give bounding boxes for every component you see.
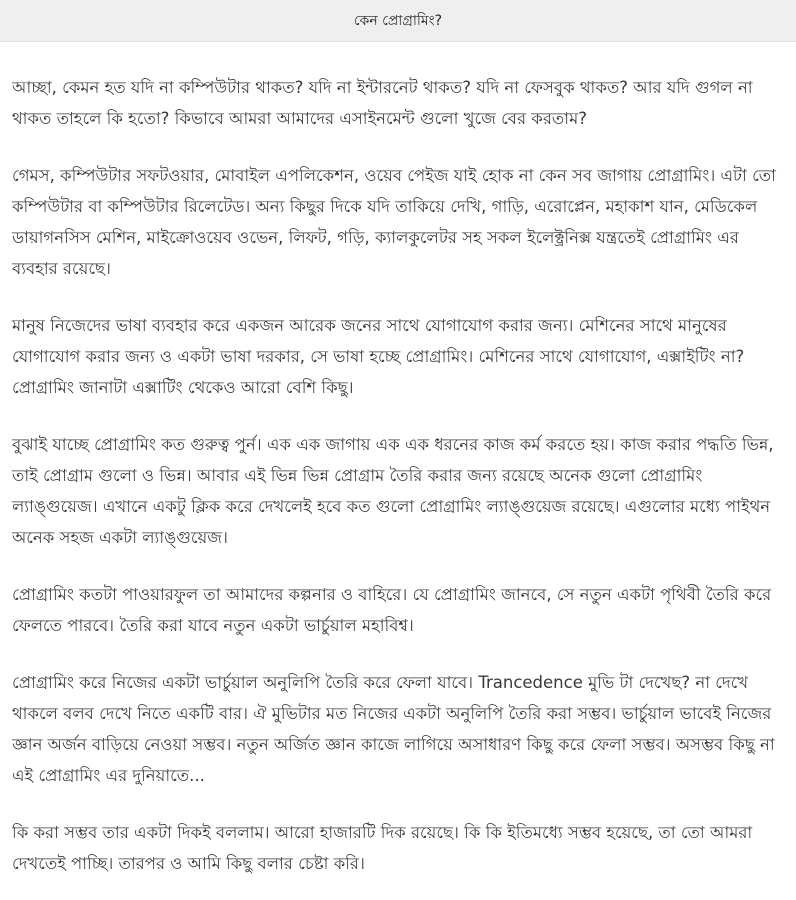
article-paragraph: আচ্ছা, কেমন হত যদি না কম্পিউটার থাকত? যদি না ইন্টারনেট থাকত? যদি না ফেসবুক থাকত? আর যদি গুগল না থাকত তাহলে কি হতো? কিভাবে আমরা আমাদের এসাইনমেন্ট গুলো খুজে বের করতাম?	[12, 78, 753, 128]
article-paragraph: মানুষ নিজেদের ভাষা ব্যবহার করে একজন আরেক জনের সাথে যোগাযোগ করার জন্য। মেশিনের সাথে মানুষের যোগাযোগ করার জন্য ও একটা ভাষা দরকার, সে ভাষা হচ্ছে প্রোগ্রামিং। মেশিনের সাথে যোগাযোগ, এক্সাইটিং না? প্রোগ্রামিং জানাটা এক্সাটিং থেকেও আরো বেশি কিছু।	[12, 316, 745, 397]
article-paragraph: কি করা সম্ভব তার একটা দিকই বললাম। আরো হাজারটি দিক রয়েছে। কি কি ইতিমধ্যে সম্ভব হয়েছে, তা তো আমরা দেখতেই পাচ্ছি। তারপর ও আমি কিছু বলার চেষ্টা করি।	[12, 823, 753, 873]
article-body	[0, 42, 796, 879]
article-paragraph: গেমস, কম্পিউটার সফটওয়ার, মোবাইল এপলিকেশন, ওয়েব পেইজ যাই হোক না কেন সব জাগায় প্রোগ্রামিং। এটা তো কম্পিউটার বা কম্পিউটার রিলেটেড। অন্য কিছুর দিকে যদি তাকিয়ে দেখি, গাড়ি, এরোপ্লেন, মহাকাশ যান, মেডিকেল ডায়াগনসিস মেশিন, মাইক্রোওয়েব ওভেন, লিফট, গড়ি, ক্যালকুলেটর সহ সকল ইলেক্ট্রনিক্স যন্ত্রতেই প্রোগ্রামিং এর ব্যবহার রয়েছে।	[12, 166, 776, 278]
page-title: কেন প্রোগ্রামিং?	[353, 12, 443, 29]
article-paragraph: বুঝাই যাচ্ছে প্রোগ্রামিং কত গুরুত্ব পুর্ন। এক এক জাগায় এক এক ধরনের কাজ কর্ম করতে হয়। কাজ করার পদ্ধতি ভিন্ন, তাই প্রোগ্রাম গুলো ও ভিন্ন। আবার এই ভিন্ন ভিন্ন প্রোগ্রাম তৈরি করার জন্য রয়েছে অনেক গুলো প্রোগ্রামিং ল্যাঙ্গুয়েজ। এখানে একটু ক্লিক করে দেখলেই হবে কত গুলো প্রোগ্রামিং ল্যাঙ্গুয়েজ রয়েছে। এগুলোর মধ্যে পাইথন অনেক সহজ একটা ল্যাঙ্গুয়েজ।	[12, 435, 774, 547]
article-paragraph: প্রোগ্রামিং কতটা পাওয়ারফুল তা আমাদের কল্পনার ও বাহিরে। যে প্রোগ্রামিং জানবে, সে নতুন একটা পৃথিবী তৈরি করে ফেলতে পারবে। তৈরি করা যাবে নতুন একটা ভার্চুয়াল মহাবিশ্ব।	[12, 585, 772, 635]
title-bar	[0, 0, 796, 42]
article-paragraph: প্রোগ্রামিং করে নিজের একটা ভার্চুয়াল অনুলিপি তৈরি করে ফেলা যাবে। Trancedence মুভি টা দেখেছ? না দেখে থাকলে বলব দেখে নিতে একটি বার। ঐ মুভিটার মত নিজের একটা অনুলিপি তৈরি করা সম্ভব। ভার্চুয়াল ভাবেই নিজের জ্ঞান অর্জন বাড়িয়ে নেওয়া সম্ভব। নতুন অর্জিত জ্ঞান কাজে লাগিয়ে অসাধারণ কিছু করে ফেলা সম্ভব। অসম্ভব কিছু না এই প্রোগ্রামিং এর দুনিয়াতে...	[12, 673, 775, 785]
